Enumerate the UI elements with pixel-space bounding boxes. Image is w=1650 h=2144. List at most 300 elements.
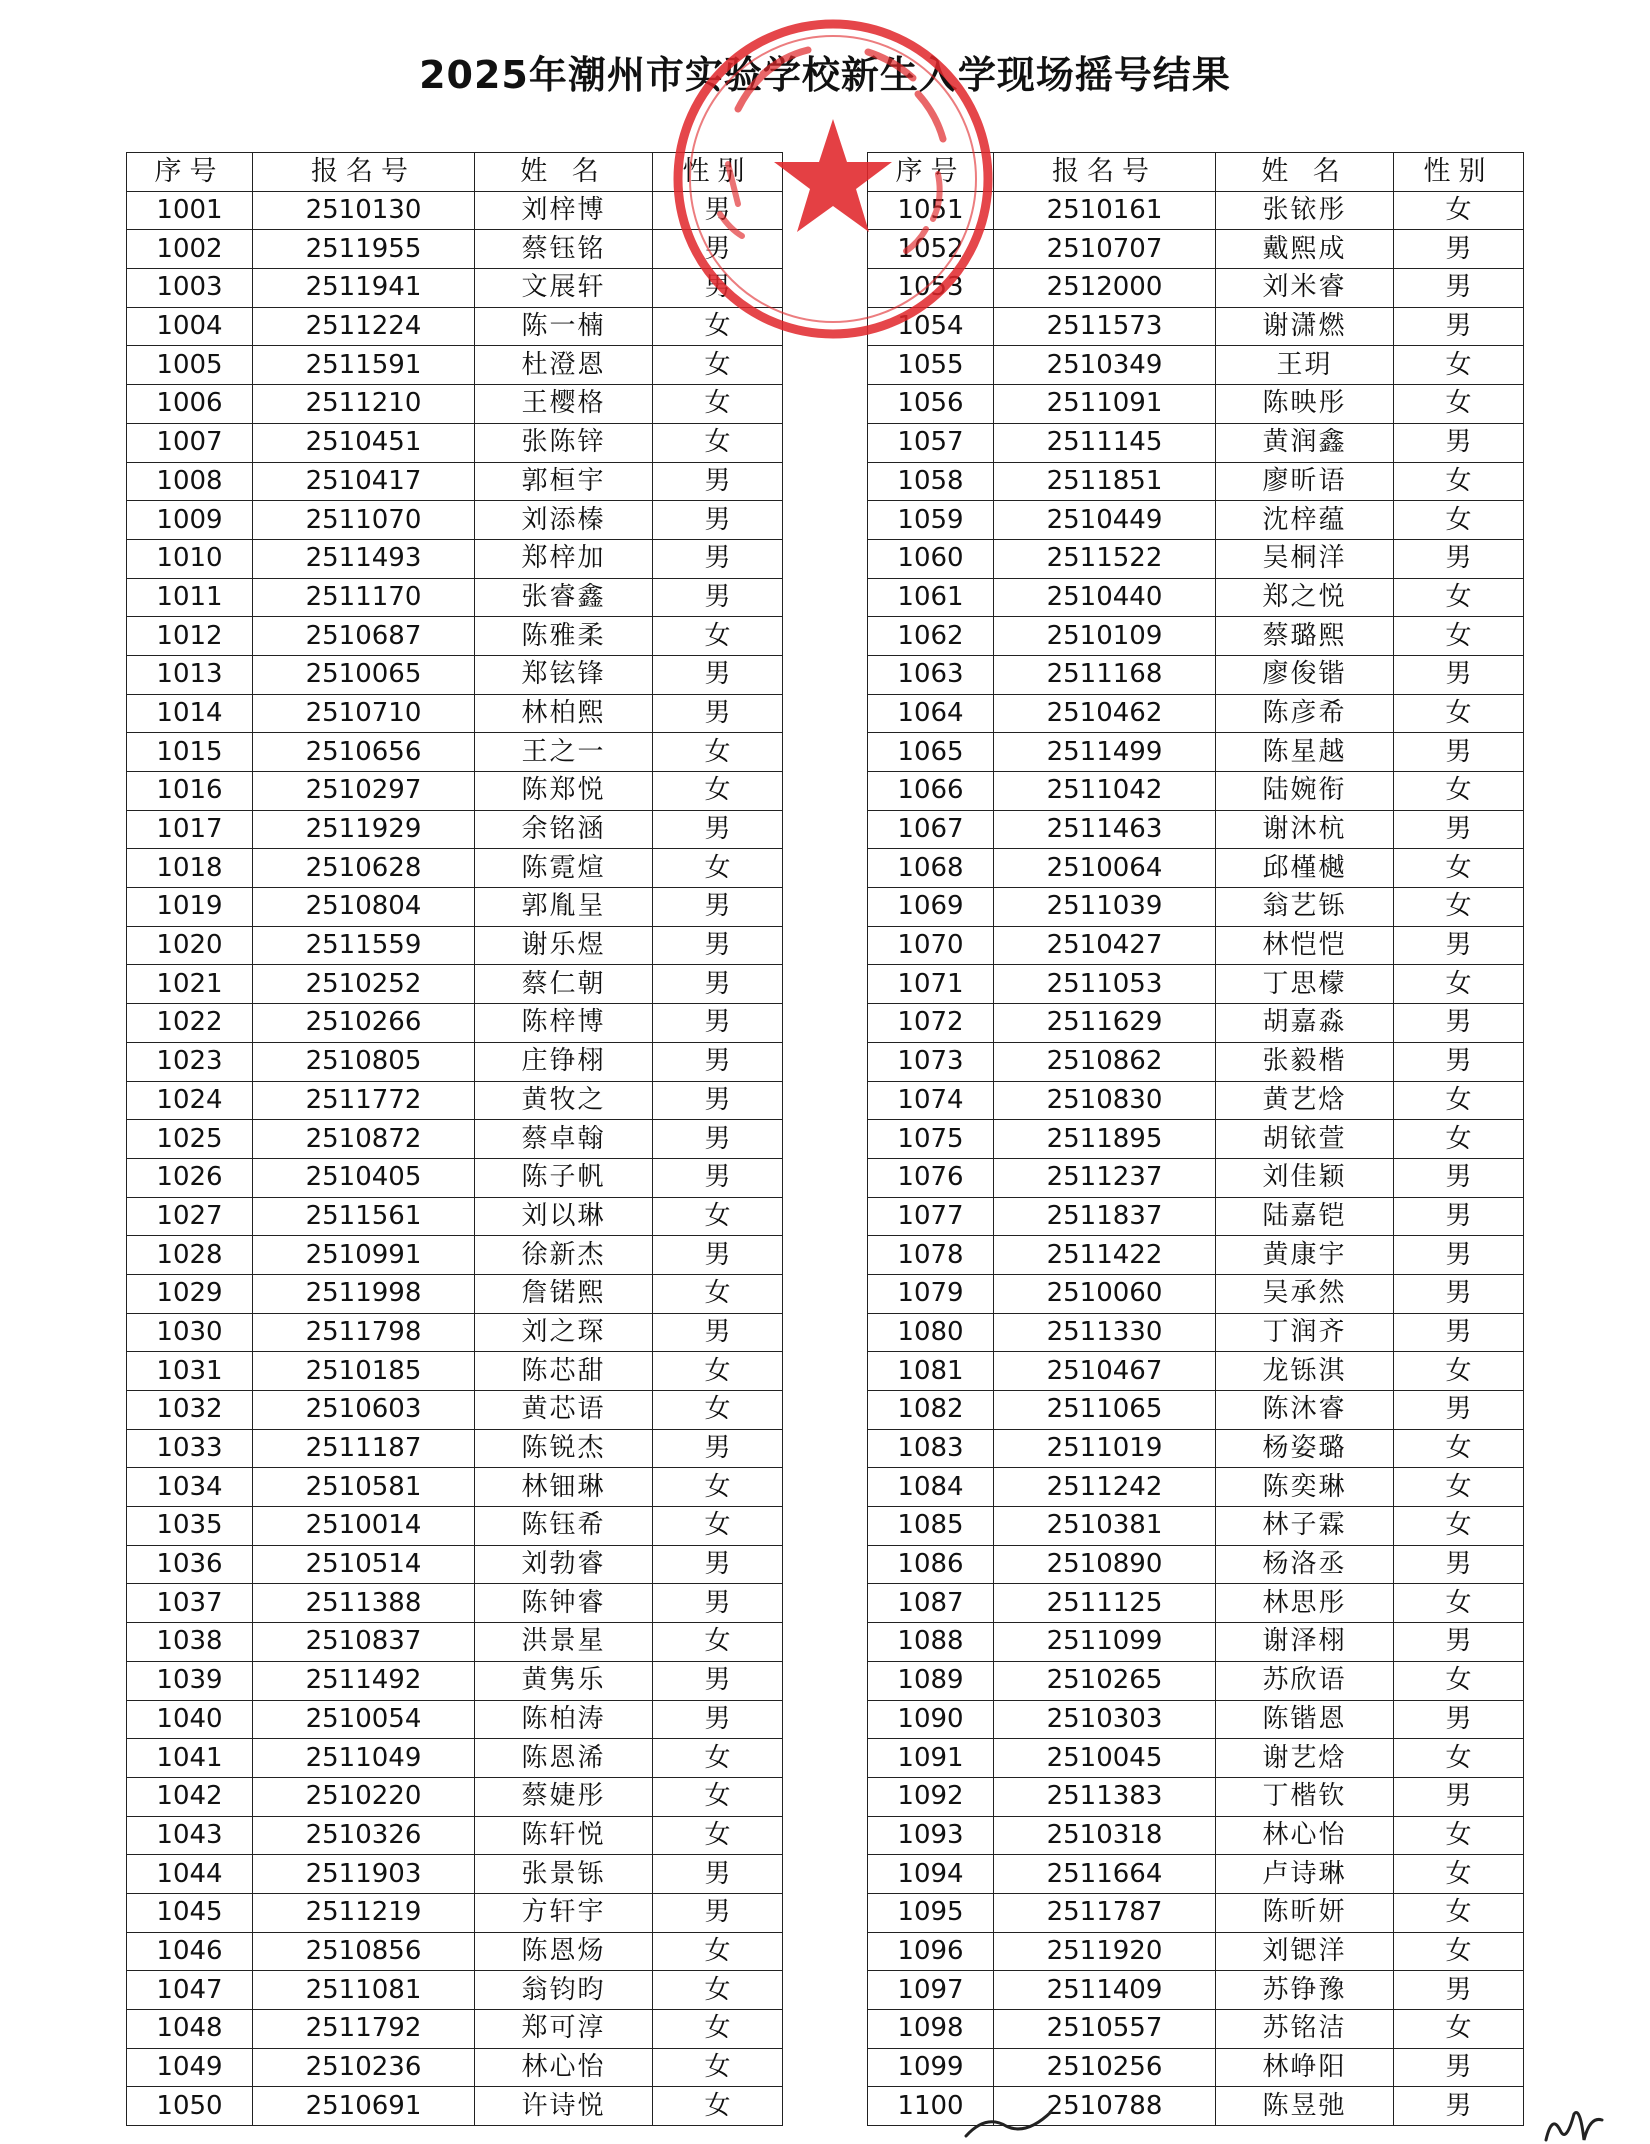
table-row bbox=[127, 1274, 783, 1313]
seq-cell: 1035 bbox=[127, 1507, 253, 1546]
gender-cell: 女 bbox=[653, 1816, 783, 1855]
seq-cell: 1019 bbox=[127, 888, 253, 927]
seq-cell: 1088 bbox=[868, 1623, 994, 1662]
seq-cell: 1008 bbox=[127, 462, 253, 501]
registration-number-cell: 2510045 bbox=[994, 1739, 1216, 1778]
registration-number-cell: 2511492 bbox=[253, 1661, 475, 1700]
gender-cell: 男 bbox=[1394, 733, 1524, 772]
seq-cell: 1049 bbox=[127, 2048, 253, 2087]
table-row bbox=[127, 1855, 783, 1894]
table-row bbox=[868, 346, 1524, 385]
student-name-cell: 郑可淳 bbox=[475, 2010, 653, 2049]
student-name-cell: 王玥 bbox=[1216, 346, 1394, 385]
registration-number-cell: 2511383 bbox=[994, 1777, 1216, 1816]
student-name-cell: 陈一楠 bbox=[475, 307, 653, 346]
registration-number-cell: 2510707 bbox=[994, 230, 1216, 269]
table-row bbox=[868, 1855, 1524, 1894]
seq-cell: 1089 bbox=[868, 1661, 994, 1700]
registration-number-cell: 2511903 bbox=[253, 1855, 475, 1894]
seq-cell: 1043 bbox=[127, 1816, 253, 1855]
registration-number-cell: 2510060 bbox=[994, 1274, 1216, 1313]
seq-cell: 1054 bbox=[868, 307, 994, 346]
table-row bbox=[868, 462, 1524, 501]
table-row bbox=[127, 655, 783, 694]
registration-number-cell: 2510687 bbox=[253, 617, 475, 656]
student-name-cell: 陈锐杰 bbox=[475, 1429, 653, 1468]
seq-cell: 1056 bbox=[868, 385, 994, 424]
table-row bbox=[868, 926, 1524, 965]
student-name-cell: 林钿琳 bbox=[475, 1468, 653, 1507]
student-name-cell: 张睿鑫 bbox=[475, 578, 653, 617]
student-name-cell: 蔡卓翰 bbox=[475, 1120, 653, 1159]
registration-number-cell: 2511237 bbox=[994, 1158, 1216, 1197]
gender-cell: 男 bbox=[653, 810, 783, 849]
student-name-cell: 陈恩浠 bbox=[475, 1739, 653, 1778]
student-name-cell: 徐新杰 bbox=[475, 1236, 653, 1275]
student-name-cell: 王樱格 bbox=[475, 385, 653, 424]
seq-cell: 1015 bbox=[127, 733, 253, 772]
table-row bbox=[868, 2048, 1524, 2087]
registration-number-cell: 2510326 bbox=[253, 1816, 475, 1855]
table-row bbox=[868, 1971, 1524, 2010]
student-name-cell: 刘以琳 bbox=[475, 1197, 653, 1236]
table-row bbox=[868, 733, 1524, 772]
registration-number-cell: 2510109 bbox=[994, 617, 1216, 656]
seq-cell: 1097 bbox=[868, 1971, 994, 2010]
gender-cell: 女 bbox=[653, 1623, 783, 1662]
gender-cell: 男 bbox=[653, 694, 783, 733]
seq-cell: 1085 bbox=[868, 1507, 994, 1546]
table-row bbox=[868, 1507, 1524, 1546]
seq-cell: 1042 bbox=[127, 1777, 253, 1816]
gender-cell: 男 bbox=[653, 1893, 783, 1932]
registration-number-cell: 2510710 bbox=[253, 694, 475, 733]
table-row bbox=[127, 1004, 783, 1043]
seq-cell: 1025 bbox=[127, 1120, 253, 1159]
student-name-cell: 张陈锌 bbox=[475, 423, 653, 462]
registration-number-cell: 2512000 bbox=[994, 269, 1216, 308]
page-title: 2025年潮州市实验学校新生入学现场摇号结果 bbox=[419, 53, 1231, 97]
gender-cell: 女 bbox=[1394, 1932, 1524, 1971]
gender-cell: 女 bbox=[1394, 501, 1524, 540]
student-name-cell: 陈昕妍 bbox=[1216, 1893, 1394, 1932]
registration-number-cell: 2511053 bbox=[994, 965, 1216, 1004]
seq-cell: 1003 bbox=[127, 269, 253, 308]
registration-number-cell: 2511039 bbox=[994, 888, 1216, 927]
student-name-cell: 黄隽乐 bbox=[475, 1661, 653, 1700]
table-row bbox=[127, 810, 783, 849]
gender-cell: 女 bbox=[653, 1274, 783, 1313]
seq-cell: 1037 bbox=[127, 1584, 253, 1623]
student-name-cell: 翁艺铄 bbox=[1216, 888, 1394, 927]
seq-cell: 1098 bbox=[868, 2010, 994, 2049]
registration-number-cell: 2510265 bbox=[994, 1661, 1216, 1700]
registration-number-cell: 2511499 bbox=[994, 733, 1216, 772]
gender-cell: 男 bbox=[653, 888, 783, 927]
table-row bbox=[868, 1313, 1524, 1352]
registration-number-cell: 2511168 bbox=[994, 655, 1216, 694]
gender-cell: 女 bbox=[1394, 772, 1524, 811]
table-row bbox=[127, 694, 783, 733]
seq-cell: 1076 bbox=[868, 1158, 994, 1197]
table-row bbox=[127, 1313, 783, 1352]
student-name-cell: 陈星越 bbox=[1216, 733, 1394, 772]
registration-number-cell: 2510349 bbox=[994, 346, 1216, 385]
student-name-cell: 陈昱弛 bbox=[1216, 2087, 1394, 2126]
student-name-cell: 方轩宇 bbox=[475, 1893, 653, 1932]
student-name-cell: 陈映彤 bbox=[1216, 385, 1394, 424]
student-name-cell: 陆嘉铠 bbox=[1216, 1197, 1394, 1236]
table-header-row bbox=[868, 153, 1524, 192]
gender-cell: 女 bbox=[653, 1971, 783, 2010]
student-name-cell: 陈沐睿 bbox=[1216, 1391, 1394, 1430]
seq-cell: 1079 bbox=[868, 1274, 994, 1313]
gender-cell: 男 bbox=[653, 1042, 783, 1081]
table-row bbox=[868, 849, 1524, 888]
student-name-cell: 陈雅柔 bbox=[475, 617, 653, 656]
registration-number-cell: 2511998 bbox=[253, 1274, 475, 1313]
registration-number-cell: 2511629 bbox=[994, 1004, 1216, 1043]
gender-cell: 男 bbox=[653, 1236, 783, 1275]
header-name: 姓 名 bbox=[1216, 153, 1394, 192]
gender-cell: 男 bbox=[653, 655, 783, 694]
registration-number-cell: 2510628 bbox=[253, 849, 475, 888]
table-row bbox=[868, 230, 1524, 269]
student-name-cell: 林恺恺 bbox=[1216, 926, 1394, 965]
student-name-cell: 谢乐煜 bbox=[475, 926, 653, 965]
seq-cell: 1082 bbox=[868, 1391, 994, 1430]
student-name-cell: 许诗悦 bbox=[475, 2087, 653, 2126]
seq-cell: 1010 bbox=[127, 539, 253, 578]
table-row bbox=[868, 501, 1524, 540]
table-row bbox=[127, 1816, 783, 1855]
seq-cell: 1084 bbox=[868, 1468, 994, 1507]
gender-cell: 男 bbox=[653, 1081, 783, 1120]
student-name-cell: 陈钰希 bbox=[475, 1507, 653, 1546]
table-row bbox=[127, 965, 783, 1004]
student-name-cell: 廖俊锴 bbox=[1216, 655, 1394, 694]
student-name-cell: 卢诗琳 bbox=[1216, 1855, 1394, 1894]
registration-number-cell: 2511955 bbox=[253, 230, 475, 269]
registration-number-cell: 2510514 bbox=[253, 1545, 475, 1584]
table-body-left bbox=[127, 191, 783, 2125]
seq-cell: 1095 bbox=[868, 1893, 994, 1932]
seq-cell: 1004 bbox=[127, 307, 253, 346]
student-name-cell: 陈轩悦 bbox=[475, 1816, 653, 1855]
seq-cell: 1046 bbox=[127, 1932, 253, 1971]
table-row bbox=[127, 191, 783, 230]
header-reg: 报名号 bbox=[994, 153, 1216, 192]
student-name-cell: 苏铮豫 bbox=[1216, 1971, 1394, 2010]
gender-cell: 男 bbox=[1394, 1004, 1524, 1043]
seq-cell: 1016 bbox=[127, 772, 253, 811]
seq-cell: 1074 bbox=[868, 1081, 994, 1120]
registration-number-cell: 2511049 bbox=[253, 1739, 475, 1778]
gender-cell: 男 bbox=[1394, 1274, 1524, 1313]
seq-cell: 1087 bbox=[868, 1584, 994, 1623]
student-name-cell: 陈郑悦 bbox=[475, 772, 653, 811]
registration-number-cell: 2511409 bbox=[994, 1971, 1216, 2010]
table-row bbox=[868, 1004, 1524, 1043]
table-row bbox=[868, 1429, 1524, 1468]
table-row bbox=[868, 423, 1524, 462]
gender-cell: 男 bbox=[1394, 307, 1524, 346]
registration-number-cell: 2510014 bbox=[253, 1507, 475, 1546]
registration-number-cell: 2511664 bbox=[994, 1855, 1216, 1894]
registration-number-cell: 2510788 bbox=[994, 2087, 1216, 2126]
student-name-cell: 苏欣语 bbox=[1216, 1661, 1394, 1700]
student-name-cell: 陈彦希 bbox=[1216, 694, 1394, 733]
table-row bbox=[127, 1120, 783, 1159]
table-row bbox=[868, 965, 1524, 1004]
student-name-cell: 谢潇燃 bbox=[1216, 307, 1394, 346]
seq-cell: 1017 bbox=[127, 810, 253, 849]
registration-number-cell: 2510297 bbox=[253, 772, 475, 811]
registration-number-cell: 2510266 bbox=[253, 1004, 475, 1043]
seq-cell: 1094 bbox=[868, 1855, 994, 1894]
table-row bbox=[127, 1081, 783, 1120]
registration-number-cell: 2510303 bbox=[994, 1700, 1216, 1739]
seq-cell: 1069 bbox=[868, 888, 994, 927]
student-name-cell: 黄牧之 bbox=[475, 1081, 653, 1120]
registration-number-cell: 2511920 bbox=[994, 1932, 1216, 1971]
registration-number-cell: 2510130 bbox=[253, 191, 475, 230]
table-row bbox=[127, 1661, 783, 1700]
table-row bbox=[127, 926, 783, 965]
table-row bbox=[127, 230, 783, 269]
registration-number-cell: 2510691 bbox=[253, 2087, 475, 2126]
table-row bbox=[127, 539, 783, 578]
header-gender: 性别 bbox=[653, 153, 783, 192]
registration-number-cell: 2511493 bbox=[253, 539, 475, 578]
gender-cell: 女 bbox=[1394, 1855, 1524, 1894]
seq-cell: 1064 bbox=[868, 694, 994, 733]
table-row bbox=[127, 1158, 783, 1197]
seq-cell: 1012 bbox=[127, 617, 253, 656]
registration-number-cell: 2511772 bbox=[253, 1081, 475, 1120]
table-row bbox=[868, 772, 1524, 811]
student-name-cell: 蔡璐熙 bbox=[1216, 617, 1394, 656]
student-name-cell: 谢泽栩 bbox=[1216, 1623, 1394, 1662]
table-row bbox=[868, 1932, 1524, 1971]
gender-cell: 女 bbox=[1394, 1893, 1524, 1932]
seq-cell: 1024 bbox=[127, 1081, 253, 1120]
gender-cell: 男 bbox=[1394, 1777, 1524, 1816]
student-name-cell: 蔡婕彤 bbox=[475, 1777, 653, 1816]
seq-cell: 1040 bbox=[127, 1700, 253, 1739]
gender-cell: 女 bbox=[1394, 2010, 1524, 2049]
table-row bbox=[127, 617, 783, 656]
gender-cell: 男 bbox=[1394, 2087, 1524, 2126]
table-row bbox=[868, 1042, 1524, 1081]
gender-cell: 男 bbox=[1394, 2048, 1524, 2087]
table-row bbox=[127, 1236, 783, 1275]
seq-cell: 1077 bbox=[868, 1197, 994, 1236]
registration-number-cell: 2510440 bbox=[994, 578, 1216, 617]
table-row bbox=[127, 2010, 783, 2049]
seq-cell: 1002 bbox=[127, 230, 253, 269]
gender-cell: 男 bbox=[653, 965, 783, 1004]
table-row bbox=[868, 269, 1524, 308]
student-name-cell: 林思彤 bbox=[1216, 1584, 1394, 1623]
student-name-cell: 刘梓博 bbox=[475, 191, 653, 230]
seq-cell: 1034 bbox=[127, 1468, 253, 1507]
seq-cell: 1011 bbox=[127, 578, 253, 617]
seq-cell: 1007 bbox=[127, 423, 253, 462]
seq-cell: 1045 bbox=[127, 1893, 253, 1932]
gender-cell: 男 bbox=[653, 1158, 783, 1197]
registration-number-cell: 2510054 bbox=[253, 1700, 475, 1739]
student-name-cell: 陈霓煊 bbox=[475, 849, 653, 888]
seq-cell: 1093 bbox=[868, 1816, 994, 1855]
table-row bbox=[127, 1584, 783, 1623]
registration-number-cell: 2510462 bbox=[994, 694, 1216, 733]
seq-cell: 1031 bbox=[127, 1352, 253, 1391]
gender-cell: 女 bbox=[653, 1507, 783, 1546]
gender-cell: 女 bbox=[653, 423, 783, 462]
registration-number-cell: 2511798 bbox=[253, 1313, 475, 1352]
seq-cell: 1062 bbox=[868, 617, 994, 656]
registration-number-cell: 2510451 bbox=[253, 423, 475, 462]
gender-cell: 女 bbox=[653, 772, 783, 811]
seq-cell: 1029 bbox=[127, 1274, 253, 1313]
student-name-cell: 张景铄 bbox=[475, 1855, 653, 1894]
student-name-cell: 丁楷钦 bbox=[1216, 1777, 1394, 1816]
table-row bbox=[127, 888, 783, 927]
gender-cell: 女 bbox=[653, 1777, 783, 1816]
registration-number-cell: 2510890 bbox=[994, 1545, 1216, 1584]
student-name-cell: 蔡钰铭 bbox=[475, 230, 653, 269]
gender-cell: 女 bbox=[1394, 1429, 1524, 1468]
table-row bbox=[127, 1507, 783, 1546]
gender-cell: 女 bbox=[1394, 849, 1524, 888]
registration-number-cell: 2511792 bbox=[253, 2010, 475, 2049]
gender-cell: 男 bbox=[653, 230, 783, 269]
student-name-cell: 林心怡 bbox=[1216, 1816, 1394, 1855]
seq-cell: 1041 bbox=[127, 1739, 253, 1778]
registration-number-cell: 2510805 bbox=[253, 1042, 475, 1081]
seq-cell: 1072 bbox=[868, 1004, 994, 1043]
gender-cell: 女 bbox=[1394, 1468, 1524, 1507]
student-name-cell: 杨姿璐 bbox=[1216, 1429, 1394, 1468]
student-name-cell: 胡铱萱 bbox=[1216, 1120, 1394, 1159]
table-row bbox=[127, 346, 783, 385]
seq-cell: 1059 bbox=[868, 501, 994, 540]
table-row bbox=[868, 1197, 1524, 1236]
student-name-cell: 林柏熙 bbox=[475, 694, 653, 733]
table-row bbox=[868, 655, 1524, 694]
table-row bbox=[127, 1932, 783, 1971]
table-row bbox=[868, 1274, 1524, 1313]
gender-cell: 男 bbox=[1394, 539, 1524, 578]
table-row bbox=[127, 385, 783, 424]
table-row bbox=[868, 1236, 1524, 1275]
gender-cell: 男 bbox=[1394, 1623, 1524, 1662]
registration-number-cell: 2510449 bbox=[994, 501, 1216, 540]
student-name-cell: 刘勃睿 bbox=[475, 1545, 653, 1584]
handwritten-signature bbox=[1538, 2106, 1618, 2144]
gender-cell: 男 bbox=[653, 1313, 783, 1352]
gender-cell: 男 bbox=[653, 1004, 783, 1043]
table-row bbox=[868, 578, 1524, 617]
gender-cell: 女 bbox=[653, 1932, 783, 1971]
gender-cell: 男 bbox=[653, 1584, 783, 1623]
table-row bbox=[127, 1739, 783, 1778]
student-name-cell: 王之一 bbox=[475, 733, 653, 772]
table-row bbox=[127, 1893, 783, 1932]
student-name-cell: 张铱彤 bbox=[1216, 191, 1394, 230]
student-name-cell: 沈梓蕴 bbox=[1216, 501, 1394, 540]
seq-cell: 1013 bbox=[127, 655, 253, 694]
gender-cell: 女 bbox=[653, 1391, 783, 1430]
table-row bbox=[868, 1120, 1524, 1159]
gender-cell: 男 bbox=[1394, 655, 1524, 694]
gender-cell: 女 bbox=[1394, 965, 1524, 1004]
student-name-cell: 郭桓宇 bbox=[475, 462, 653, 501]
table-row bbox=[868, 888, 1524, 927]
registration-number-cell: 2510872 bbox=[253, 1120, 475, 1159]
student-name-cell: 丁思檬 bbox=[1216, 965, 1394, 1004]
registration-number-cell: 2510161 bbox=[994, 191, 1216, 230]
student-name-cell: 郑铉锋 bbox=[475, 655, 653, 694]
table-row bbox=[868, 1661, 1524, 1700]
gender-cell: 女 bbox=[1394, 1816, 1524, 1855]
student-name-cell: 陈奕琳 bbox=[1216, 1468, 1394, 1507]
seq-cell: 1060 bbox=[868, 539, 994, 578]
student-name-cell: 杨洛丞 bbox=[1216, 1545, 1394, 1584]
seq-cell: 1026 bbox=[127, 1158, 253, 1197]
registration-number-cell: 2510427 bbox=[994, 926, 1216, 965]
seq-cell: 1014 bbox=[127, 694, 253, 733]
seq-cell: 1020 bbox=[127, 926, 253, 965]
registration-number-cell: 2510830 bbox=[994, 1081, 1216, 1120]
gender-cell: 男 bbox=[653, 1855, 783, 1894]
registration-number-cell: 2511019 bbox=[994, 1429, 1216, 1468]
table-row bbox=[127, 2087, 783, 2126]
table-body-right bbox=[868, 191, 1524, 2125]
gender-cell: 女 bbox=[1394, 1507, 1524, 1546]
gender-cell: 女 bbox=[1394, 578, 1524, 617]
gender-cell: 女 bbox=[1394, 694, 1524, 733]
table-row bbox=[127, 1700, 783, 1739]
seq-cell: 1027 bbox=[127, 1197, 253, 1236]
registration-number-cell: 2510467 bbox=[994, 1352, 1216, 1391]
gender-cell: 男 bbox=[653, 501, 783, 540]
seq-cell: 1067 bbox=[868, 810, 994, 849]
table-row bbox=[868, 1352, 1524, 1391]
results-table-left bbox=[126, 152, 783, 2126]
table-row bbox=[868, 1081, 1524, 1120]
seq-cell: 1028 bbox=[127, 1236, 253, 1275]
seq-cell: 1090 bbox=[868, 1700, 994, 1739]
student-name-cell: 余铭涵 bbox=[475, 810, 653, 849]
registration-number-cell: 2511187 bbox=[253, 1429, 475, 1468]
student-name-cell: 林心怡 bbox=[475, 2048, 653, 2087]
gender-cell: 女 bbox=[653, 1352, 783, 1391]
table-row bbox=[868, 1391, 1524, 1430]
registration-number-cell: 2510804 bbox=[253, 888, 475, 927]
gender-cell: 男 bbox=[653, 1429, 783, 1468]
registration-number-cell: 2511070 bbox=[253, 501, 475, 540]
seq-cell: 1055 bbox=[868, 346, 994, 385]
registration-number-cell: 2511561 bbox=[253, 1197, 475, 1236]
registration-number-cell: 2511787 bbox=[994, 1893, 1216, 1932]
registration-number-cell: 2511837 bbox=[994, 1197, 1216, 1236]
registration-number-cell: 2511065 bbox=[994, 1391, 1216, 1430]
seq-cell: 1058 bbox=[868, 462, 994, 501]
table-row bbox=[127, 1352, 783, 1391]
gender-cell: 男 bbox=[1394, 1158, 1524, 1197]
